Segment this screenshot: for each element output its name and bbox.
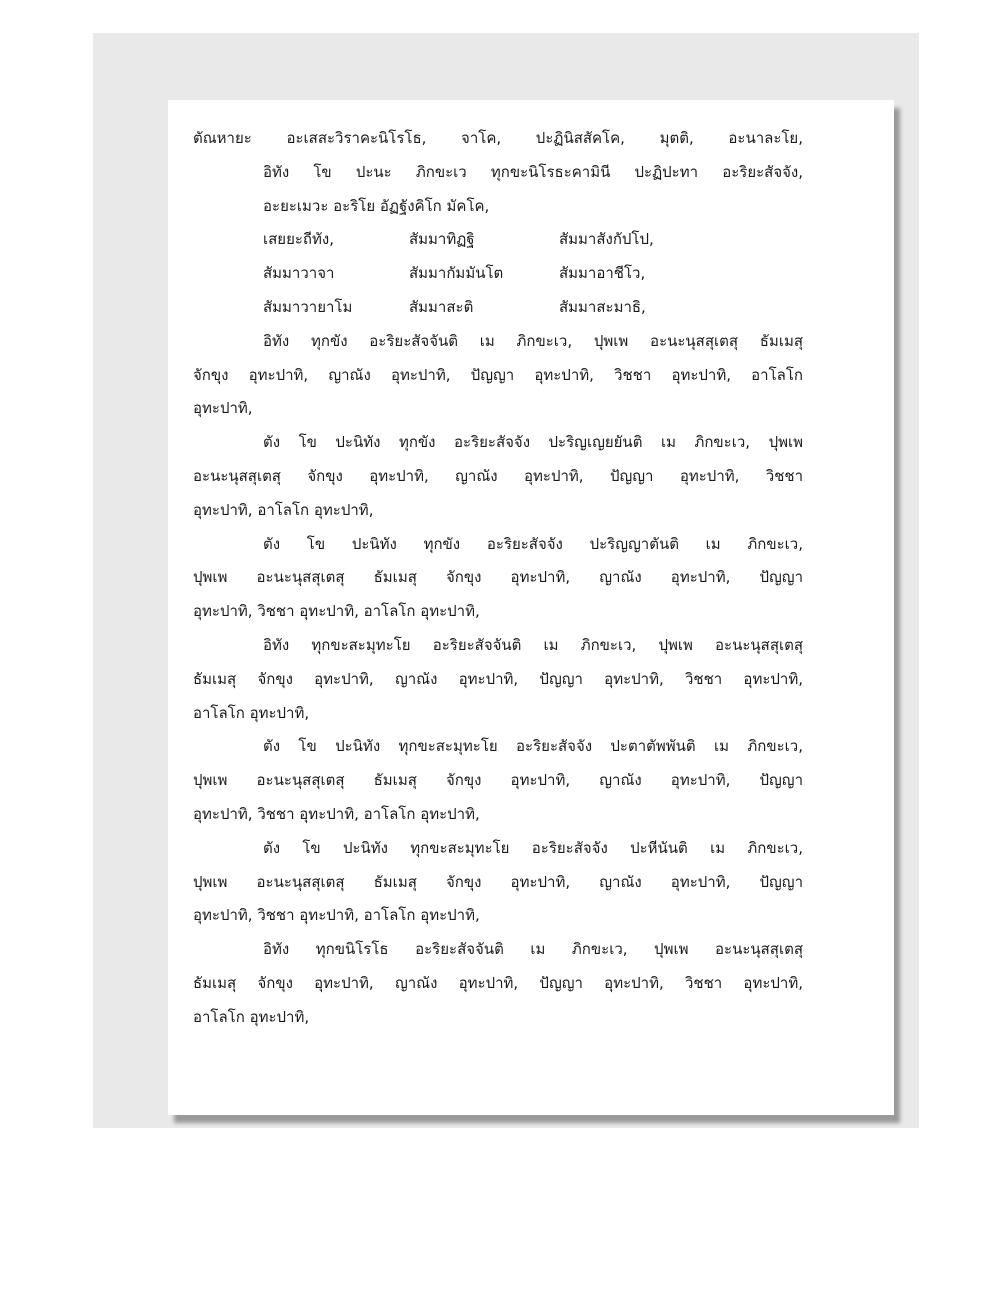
text-line: ตัง โข ปะนิทัง ทุกขัง อะริยะสัจจัง ปะริญเญยยันติ เม ภิกขะเว, ปุพเพ bbox=[263, 433, 803, 452]
text-line: ปุพเพ อะนะนุสสุเตสุ ธัมเมสุ จักขุง อุทะปาทิ, ญาณัง อุทะปาทิ, ปัญญา bbox=[193, 872, 803, 891]
path-factor: สัมมาสะติ bbox=[409, 297, 474, 316]
text-line: ตัณหายะ อะเสสะวิราคะนิโรโธ, จาโค, ปะฏินิสสัคโค, มุตติ, อะนาละโย, bbox=[193, 129, 803, 147]
text-line: อุทะปาทิ, วิชชา อุทะปาทิ, อาโลโก อุทะปาทิ, bbox=[193, 602, 480, 621]
path-factor: สัมมาวาจา bbox=[263, 264, 335, 283]
text-line: อุทะปาทิ, bbox=[193, 399, 253, 418]
text-line: ปุพเพ อะนะนุสสุเตสุ ธัมเมสุ จักขุง อุทะปาทิ, ญาณัง อุทะปาทิ, ปัญญา bbox=[193, 771, 803, 790]
path-factor: สัมมาวายาโม bbox=[263, 297, 353, 316]
text-line: อุทะปาทิ, อาโลโก อุทะปาทิ, bbox=[193, 500, 374, 519]
text-line: ตัง โข ปะนิทัง ทุกขัง อะริยะสัจจัง ปะริญญาตันติ เม ภิกขะเว, bbox=[263, 534, 803, 553]
text-line: อาโลโก อุทะปาทิ, bbox=[193, 703, 310, 722]
path-factor: เสยยะถีทัง, bbox=[263, 230, 334, 249]
chant-text-block bbox=[193, 122, 803, 1035]
path-factor: สัมมาอาชีโว, bbox=[559, 264, 646, 283]
text-line: อาโลโก อุทะปาทิ, bbox=[193, 1007, 310, 1026]
path-factor: สัมมาทิฏฐิ bbox=[409, 230, 475, 249]
text-line: อุทะปาทิ, วิชชา อุทะปาทิ, อาโลโก อุทะปาทิ, bbox=[193, 804, 480, 823]
text-line: อิทัง โข ปะนะ ภิกขะเว ทุกขะนิโรธะคามินี ปะฏิปะทา อะริยะสัจจัง, bbox=[263, 162, 803, 181]
eightfold-path-row bbox=[193, 257, 803, 291]
text-line: ตัง โข ปะนิทัง ทุกขะสะมุทะโย อะริยะสัจจัง ปะตาตัพพันติ เม ภิกขะเว, bbox=[263, 737, 803, 756]
text-line: ธัมเมสุ จักขุง อุทะปาทิ, ญาณัง อุทะปาทิ, ปัญญา อุทะปาทิ, วิชชา อุทะปาทิ, bbox=[193, 669, 803, 688]
text-line: ธัมเมสุ จักขุง อุทะปาทิ, ญาณัง อุทะปาทิ, ปัญญา อุทะปาทิ, วิชชา อุทะปาทิ, bbox=[193, 973, 803, 992]
path-factor: สัมมากัมมันโต bbox=[409, 264, 504, 283]
text-line: อะยะเมวะ อะริโย อัฏฐังคิโก มัคโค, bbox=[263, 196, 490, 215]
path-factor: สัมมาสะมาธิ, bbox=[559, 297, 646, 316]
text-line: อิทัง ทุกขนิโรโธ อะริยะสัจจันติ เม ภิกขะเว, ปุพเพ อะนะนุสสุเตสุ bbox=[263, 940, 803, 959]
text-line: อิทัง ทุกขัง อะริยะสัจจันติ เม ภิกขะเว, ปุพเพ อะนะนุสสุเตสุ ธัมเมสุ bbox=[263, 331, 803, 350]
text-line: อิทัง ทุกขะสะมุทะโย อะริยะสัจจันติ เม ภิกขะเว, ปุพเพ อะนะนุสสุเตสุ bbox=[263, 635, 803, 654]
text-line: ตัง โข ปะนิทัง ทุกขะสะมุทะโย อะริยะสัจจัง ปะหีนันติ เม ภิกขะเว, bbox=[263, 838, 803, 857]
path-factor: สัมมาสังกัปโป, bbox=[559, 230, 654, 249]
text-line: ปุพเพ อะนะนุสสุเตสุ ธัมเมสุ จักขุง อุทะปาทิ, ญาณัง อุทะปาทิ, ปัญญา bbox=[193, 568, 803, 587]
text-line: จักขุง อุทะปาทิ, ญาณัง อุทะปาทิ, ปัญญา อุทะปาทิ, วิชชา อุทะปาทิ, อาโลโก bbox=[193, 365, 803, 384]
eightfold-path-row bbox=[193, 291, 803, 325]
text-line: อุทะปาทิ, วิชชา อุทะปาทิ, อาโลโก อุทะปาทิ, bbox=[193, 906, 480, 925]
text-line: อะนะนุสสุเตสุ จักขุง อุทะปาทิ, ญาณัง อุทะปาทิ, ปัญญา อุทะปาทิ, วิชชา bbox=[193, 466, 803, 485]
eightfold-path-row bbox=[193, 223, 803, 257]
